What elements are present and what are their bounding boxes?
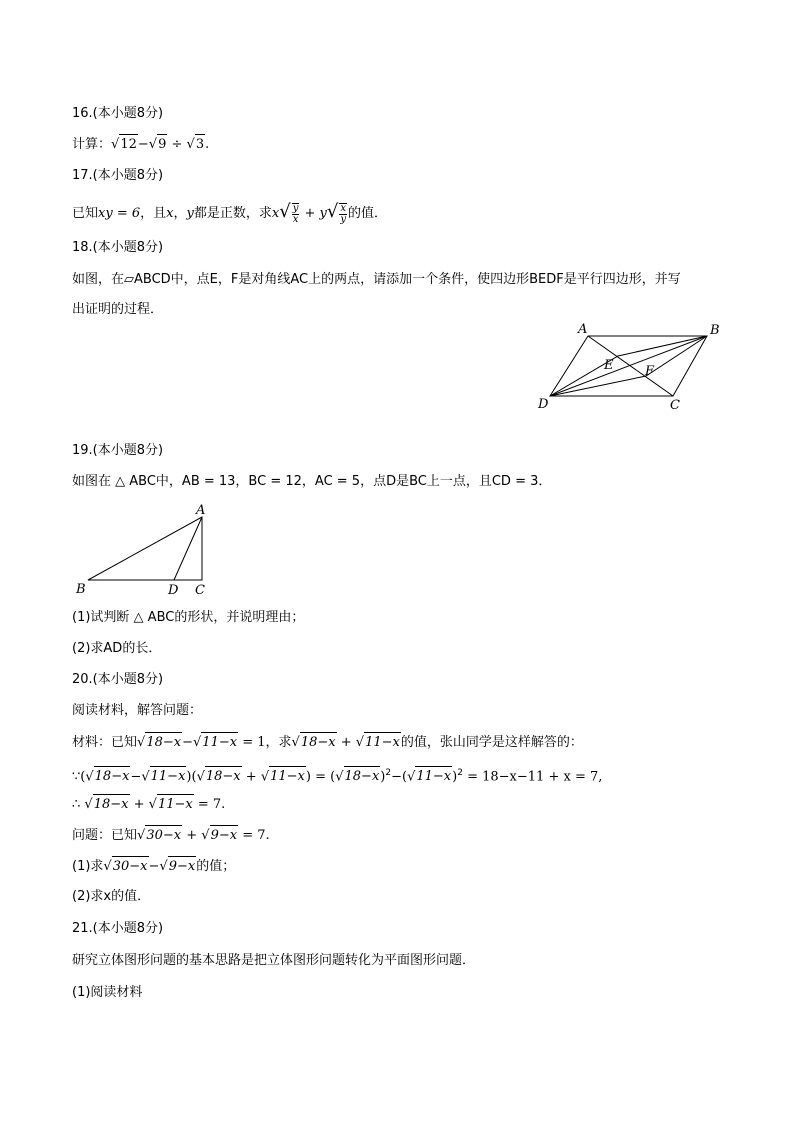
q17-var-y: y xyxy=(186,206,194,221)
q20-radicand: 11−x xyxy=(269,766,306,787)
q18-label-d: D xyxy=(538,397,549,412)
q20-radicand: 18−x xyxy=(93,794,130,815)
q17-frac-num: y xyxy=(292,202,299,214)
q20-because-symbol: ∵ xyxy=(72,769,81,785)
q20-equation-tail: = 18−x−11 + x = 7, xyxy=(462,769,603,785)
q17-fraction-2 xyxy=(339,203,347,225)
q20-text: (1)求 xyxy=(72,859,104,874)
q21-header: 21.(本小题8分) xyxy=(72,921,164,936)
q17-condition: xy = 6 xyxy=(98,206,141,221)
q18-diagonal-bd xyxy=(550,336,707,396)
q16-header: 16.(本小题8分) xyxy=(72,106,164,121)
q19-part1: (1)试判断 △ ABC的形状，并说明理由； xyxy=(72,610,305,625)
q18-label-e: E xyxy=(604,358,614,373)
q17-text: ， xyxy=(173,206,187,221)
q19-part2: (2)求AD的长． xyxy=(72,641,162,656)
q18-line2: 出证明的过程． xyxy=(72,302,164,317)
q17-frac-den: x xyxy=(292,213,299,225)
q16-expression: 计算：√12−√9 ÷ √3. xyxy=(72,134,209,155)
q19-label-d: D xyxy=(168,583,179,598)
q20-text: 问题：已知 xyxy=(72,828,138,843)
q20-text: 材料：已知 xyxy=(72,735,138,750)
q17-var-x: x xyxy=(166,206,174,221)
q20-therefore-symbol: ∴ xyxy=(72,797,81,812)
q18-header: 18.(本小题8分) xyxy=(72,240,164,255)
q16-div: ÷ xyxy=(167,137,187,152)
q20-radicand: 30−x xyxy=(145,825,182,846)
q16-radicand-a: 12 xyxy=(119,134,138,155)
q20-derivation: ∵(√18−x−√11−x)(√18−x + $√11-x) = (√18-x)^2-(√11-x)^2 = 18-x-11 + x = 7$, xyxy=(72,763,602,787)
q17-text: 的值． xyxy=(348,206,388,221)
q20-text: 的值，张山同学是这样解答的： xyxy=(400,735,583,750)
q17-fraction-1 xyxy=(292,203,300,225)
q19-line1: 如图在 △ ABC中，AB = 13，BC = 12，AC = 5，点D是BC上一点，且CD = 3． xyxy=(72,474,552,489)
q17-plus: + xyxy=(300,206,320,221)
q19-label-c: C xyxy=(195,583,205,598)
q18-label-c: C xyxy=(670,398,680,413)
q19-segment-ad xyxy=(174,517,202,580)
q17-frac-den: y xyxy=(340,213,347,225)
q19-label-a: A xyxy=(196,503,206,518)
q18-parallelogram-figure xyxy=(530,318,730,413)
q16-radicand-b: 9 xyxy=(157,134,167,155)
q17-coef: y xyxy=(319,206,327,221)
q17-coef: x xyxy=(271,206,280,221)
q19-triangle xyxy=(88,517,202,580)
q20-radicand: 11−x xyxy=(415,766,452,787)
q20-material: 材料：已知√18−x−√11−x = 1，求√18−x + √11−x的值，张山同学是这样解答的： xyxy=(72,732,583,753)
q21-line1: 研究立体图形问题的基本思路是把立体图形问题转化为平面图形问题． xyxy=(72,953,476,968)
q17-header: 17.(本小题8分) xyxy=(72,168,164,183)
q20-radicand: 18−x xyxy=(145,732,182,753)
q20-radicand: 9−x xyxy=(210,825,239,846)
q20-radicand: 30−x xyxy=(112,856,149,877)
q20-radicand: 11−x xyxy=(157,794,194,815)
q21-part1: (1)阅读材料 xyxy=(72,985,143,1000)
q17-text: 已知 xyxy=(72,206,99,221)
q20-text: = 7. xyxy=(238,828,270,843)
q16-minus: − xyxy=(137,137,149,152)
q16-radicand-c: 3 xyxy=(195,134,205,155)
q20-radicand: 11−x xyxy=(150,766,187,787)
q20-radicand: 11−x xyxy=(201,732,238,753)
q20-radicand: 11−x xyxy=(364,732,401,753)
q19-triangle-figure xyxy=(70,500,220,600)
q18-label-b: B xyxy=(710,323,720,338)
q20-question: 问题：已知√30−x + √9−x = 7. xyxy=(72,825,270,846)
q20-radicand: 18−x xyxy=(94,766,131,787)
q19-label-b: B xyxy=(76,582,86,597)
q20-intro: 阅读材料，解答问题： xyxy=(72,703,203,718)
q20-part2: (2)求x的值． xyxy=(72,889,151,904)
q17-text: ，且 xyxy=(140,206,167,221)
q17-frac-num: x xyxy=(340,202,347,214)
q18-line1: 如图，在▱ABCD中，点E，F是对角线AC上的两点，请添加一个条件，使四边形BEDF是平行四边形，并写 xyxy=(72,272,681,287)
q20-result-tail: = 7. xyxy=(193,797,226,812)
q16-prefix: 计算： xyxy=(72,137,112,152)
q20-text: = 1，求 xyxy=(238,735,292,750)
q20-part1: (1)求√30−x−√9−x的值； xyxy=(72,856,235,877)
q20-header: 20.(本小题8分) xyxy=(72,672,164,687)
q16-end: . xyxy=(205,137,210,152)
q18-label-f: F xyxy=(645,364,655,379)
q20-radicand: 18−x xyxy=(300,732,337,753)
q17-statement: 已知xy = 6，且x，y都是正数，求x√ $\frac{y}{x}$ + y√ $\frac{x}{y}$ 的值． xyxy=(72,201,388,225)
q18-label-a: A xyxy=(578,322,588,337)
q17-text: 都是正数，求 xyxy=(193,206,272,221)
q19-header: 19.(本小题8分) xyxy=(72,443,164,458)
q20-radicand: 9−x xyxy=(168,856,197,877)
q20-result: ∴ √18−x + √11−x = 7. xyxy=(72,794,225,815)
q20-text: 的值； xyxy=(196,859,236,874)
q20-radicand: 18−x xyxy=(344,766,381,787)
q20-radicand: 18−x xyxy=(205,766,242,787)
